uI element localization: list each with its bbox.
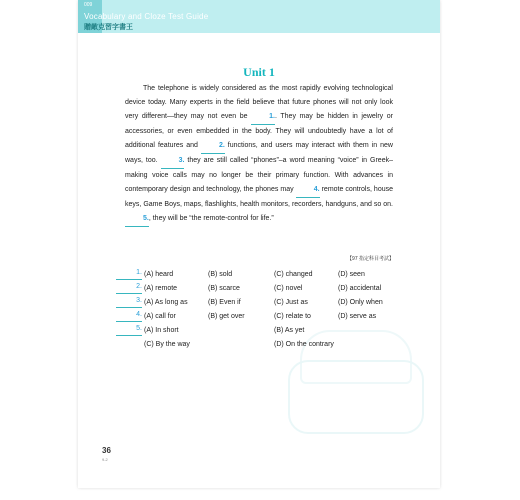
option-a: (A) In short bbox=[144, 327, 179, 334]
question-list bbox=[116, 268, 406, 352]
blank-3: 3. bbox=[161, 154, 185, 169]
question-row bbox=[116, 282, 406, 296]
option-d: (D) Only when bbox=[338, 299, 383, 306]
option-a: (A) As long as bbox=[144, 299, 188, 306]
option-b: (B) Even if bbox=[208, 299, 241, 306]
blank-4: 4. bbox=[296, 183, 320, 198]
header-number: 009 bbox=[84, 2, 93, 8]
question-number: 5. bbox=[116, 322, 142, 336]
passage-text-3: functions, and users may interact with them in new ways, too. bbox=[125, 142, 393, 164]
question-row bbox=[116, 324, 406, 338]
option-c: (C) Just as bbox=[274, 299, 308, 306]
option-c: (C) changed bbox=[274, 271, 313, 278]
question-number: 1. bbox=[116, 266, 142, 280]
option-a: (A) remote bbox=[144, 285, 178, 292]
passage-text-6: , they will be “the remote-control for life.” bbox=[148, 215, 274, 222]
cloze-passage bbox=[125, 82, 393, 227]
question-row bbox=[116, 310, 406, 324]
book-page bbox=[78, 0, 440, 488]
crown-watermark bbox=[288, 360, 424, 434]
option-c: (C) relate to bbox=[274, 313, 311, 320]
header-subtitle: 贈敵克習字書王 bbox=[84, 24, 133, 31]
page-number: 36 bbox=[102, 446, 111, 455]
option-d: (D) accidental bbox=[338, 285, 382, 292]
header-title: Vocabulary and Cloze Test Guide bbox=[84, 12, 209, 21]
option-c: (C) By the way bbox=[144, 341, 190, 348]
question-row bbox=[116, 296, 406, 310]
question-row bbox=[116, 338, 406, 352]
question-number: 2. bbox=[116, 280, 142, 294]
question-row bbox=[116, 268, 406, 282]
option-d: (D) serve as bbox=[338, 313, 377, 320]
unit-title: Unit 1 bbox=[243, 65, 275, 79]
option-b: (B) get over bbox=[208, 313, 245, 320]
passage-text-5: remote controls, house keys, Game Boys, maps, flashlights, health monitors, recorders, handguns, and so on. bbox=[125, 186, 394, 208]
option-d: (D) seen bbox=[338, 271, 365, 278]
option-b: (B) sold bbox=[208, 271, 233, 278]
option-d: (D) On the contrary bbox=[274, 341, 334, 348]
blank-5: 5. bbox=[125, 212, 149, 227]
passage-text-4: they are still called “phones”–a word meaning “voice” in Greek–making voice calls may no longer be their primary function. With advances in contemporary design and technology, the phones may bbox=[125, 157, 393, 193]
question-number: 3. bbox=[116, 294, 142, 308]
option-c: (C) novel bbox=[274, 285, 303, 292]
blank-1: 1. bbox=[251, 110, 275, 125]
option-a: (A) call for bbox=[144, 313, 176, 320]
option-b: (B) scarce bbox=[208, 285, 240, 292]
passage-text-2: . They may be hidden in jewelry or accessories, or even embedded in the body. They will undoubtedly have a lot of additional features and bbox=[125, 113, 393, 149]
passage-text-1: The telephone is widely considered as the most rapidly evolving technological device today. Many experts in the field believe that future phones will not only look very different—they may not even be bbox=[125, 85, 393, 120]
option-a: (A) heard bbox=[144, 271, 174, 278]
question-number: 4. bbox=[116, 308, 142, 322]
blank-2: 2. bbox=[201, 139, 225, 154]
source-citation: 【97 指定科目考試】 bbox=[347, 256, 394, 262]
page-number-sub: 9-2 bbox=[102, 457, 108, 462]
option-b: (B) As yet bbox=[274, 327, 305, 334]
